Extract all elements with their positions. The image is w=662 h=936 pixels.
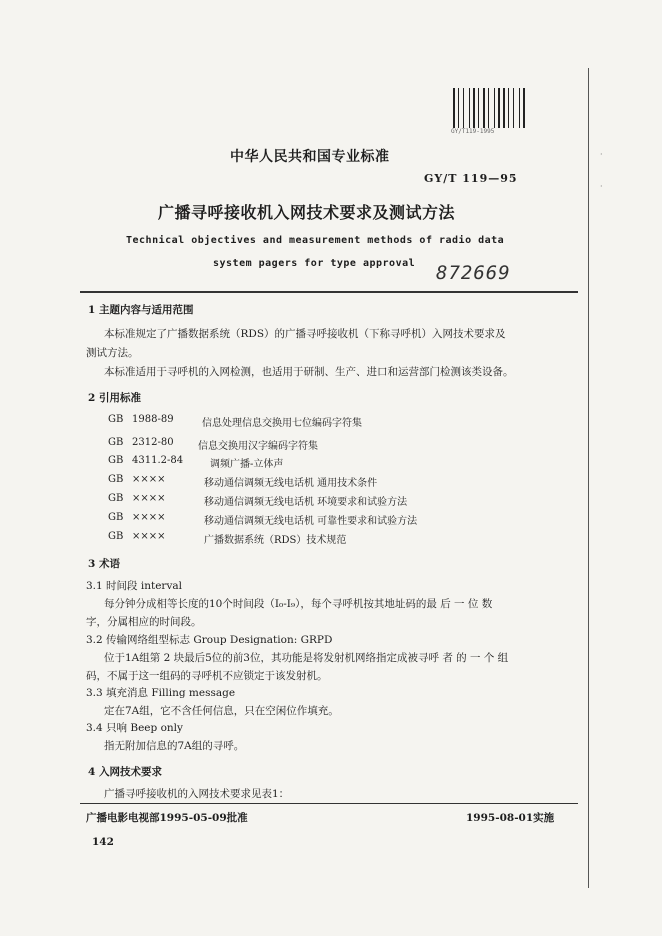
- paragraph: 测试方法。: [86, 347, 139, 359]
- section-heading-3: 3 术语: [88, 558, 120, 570]
- standard-code: GY/T 119—95: [424, 172, 518, 185]
- ref-gb: GB: [108, 474, 124, 485]
- ref-title: 信息处理信息交换用七位编码字符集: [202, 418, 362, 429]
- ref-number: ××××: [132, 474, 166, 485]
- ref-title: 广播数据系统（RDS）技术规范: [204, 535, 347, 546]
- ref-number: ××××: [132, 531, 166, 542]
- ref-title: 调频广播-立体声: [210, 459, 284, 470]
- term-heading: 3.3 填充消息 Filling message: [86, 687, 236, 699]
- term-heading: 3.1 时间段 interval: [86, 580, 182, 592]
- ref-number: ××××: [132, 512, 166, 523]
- page-edge-line: [588, 68, 589, 888]
- ref-number: 2312-80: [132, 437, 174, 448]
- barcode-bar: [463, 88, 464, 128]
- ref-gb: GB: [108, 531, 124, 542]
- paragraph: 指无附加信息的7A组的寻呼。: [104, 740, 245, 752]
- ref-title: 信息交换用汉字编码字符集: [198, 441, 318, 452]
- scan-speckle: ·: [600, 182, 603, 191]
- barcode-bar: [513, 88, 514, 128]
- stamp-number: 872669: [436, 262, 511, 284]
- term-heading: 3.2 传输网络组型标志 Group Designation: GRPD: [86, 634, 333, 646]
- ref-title: 移动通信调频无线电话机 环境要求和试验方法: [204, 497, 408, 508]
- paragraph: 字，分属相应的时间段。: [86, 616, 202, 628]
- barcode-bar: [473, 88, 475, 128]
- footer-divider: [80, 803, 578, 804]
- barcode-bar: [508, 88, 509, 128]
- document-title: 广播寻呼接收机入网技术要求及测试方法: [158, 203, 456, 222]
- paragraph: 码，不属于这一组码的寻呼机不应锁定于该发射机。: [86, 670, 328, 682]
- section-heading-2: 2 引用标准: [88, 392, 141, 404]
- barcode-bar: [453, 88, 455, 128]
- paragraph: 本标准适用于寻呼机的入网检测，也适用于研制、生产、进口和运营部门检测该类设备。: [104, 366, 514, 378]
- barcode-bar: [483, 88, 485, 128]
- barcode-caption: GY/T119-1995: [451, 128, 495, 135]
- barcode-bar: [494, 88, 495, 128]
- header-divider: [80, 291, 578, 293]
- ref-gb: GB: [108, 455, 124, 466]
- barcode-bar: [458, 88, 459, 128]
- paragraph: 定在7A组，它不含任何信息，只在空闲位作填充。: [104, 705, 339, 717]
- scan-speckle: ·: [600, 150, 603, 159]
- page-number: 142: [92, 836, 114, 848]
- barcode-bar: [469, 88, 470, 128]
- english-title-line1: Technical objectives and measurement methods of radio data: [126, 235, 505, 246]
- paragraph: 本标准规定了广播数据系统（RDS）的广播寻呼接收机（下称寻呼机）入网技术要求及: [104, 328, 506, 340]
- ref-number: 4311.2-84: [132, 455, 184, 466]
- section-heading-4: 4 入网技术要求: [88, 766, 162, 778]
- ref-number: ××××: [132, 493, 166, 504]
- ref-gb: GB: [108, 437, 124, 448]
- term-heading: 3.4 只响 Beep only: [86, 722, 183, 734]
- barcode-icon: [453, 88, 517, 128]
- section-heading-1: 1 主题内容与适用范围: [88, 304, 194, 316]
- ref-gb: GB: [108, 414, 124, 425]
- implementation-date: 1995-08-01实施: [466, 812, 555, 824]
- ref-title: 移动通信调频无线电话机 可靠性要求和试验方法: [204, 516, 418, 527]
- standard-title: 中华人民共和国专业标准: [230, 149, 390, 165]
- barcode-bar: [488, 88, 489, 128]
- paragraph: 位于1A组第 2 块最后5位的前3位，其功能是将发射机网络指定成被寻呼 者 的 一 个 组: [104, 652, 509, 664]
- paragraph: 广播寻呼接收机的入网技术要求见表1：: [104, 788, 290, 800]
- paragraph: 每分钟分成相等长度的10个时间段（I₀-I₉），每个寻呼机按其地址码的最 后 一 位 数: [104, 598, 493, 610]
- barcode-bar: [478, 88, 479, 128]
- ref-title: 移动通信调频无线电话机 通用技术条件: [204, 478, 378, 489]
- approval-line: 广播电影电视部1995-05-09批准: [86, 812, 248, 824]
- ref-gb: GB: [108, 512, 124, 523]
- barcode-bar: [503, 88, 505, 128]
- ref-gb: GB: [108, 493, 124, 504]
- barcode-bar: [523, 88, 525, 128]
- barcode-bar: [498, 88, 500, 128]
- barcode-bar: [519, 88, 520, 128]
- ref-number: 1988-89: [132, 414, 174, 425]
- english-title-line2: system pagers for type approval: [213, 258, 416, 269]
